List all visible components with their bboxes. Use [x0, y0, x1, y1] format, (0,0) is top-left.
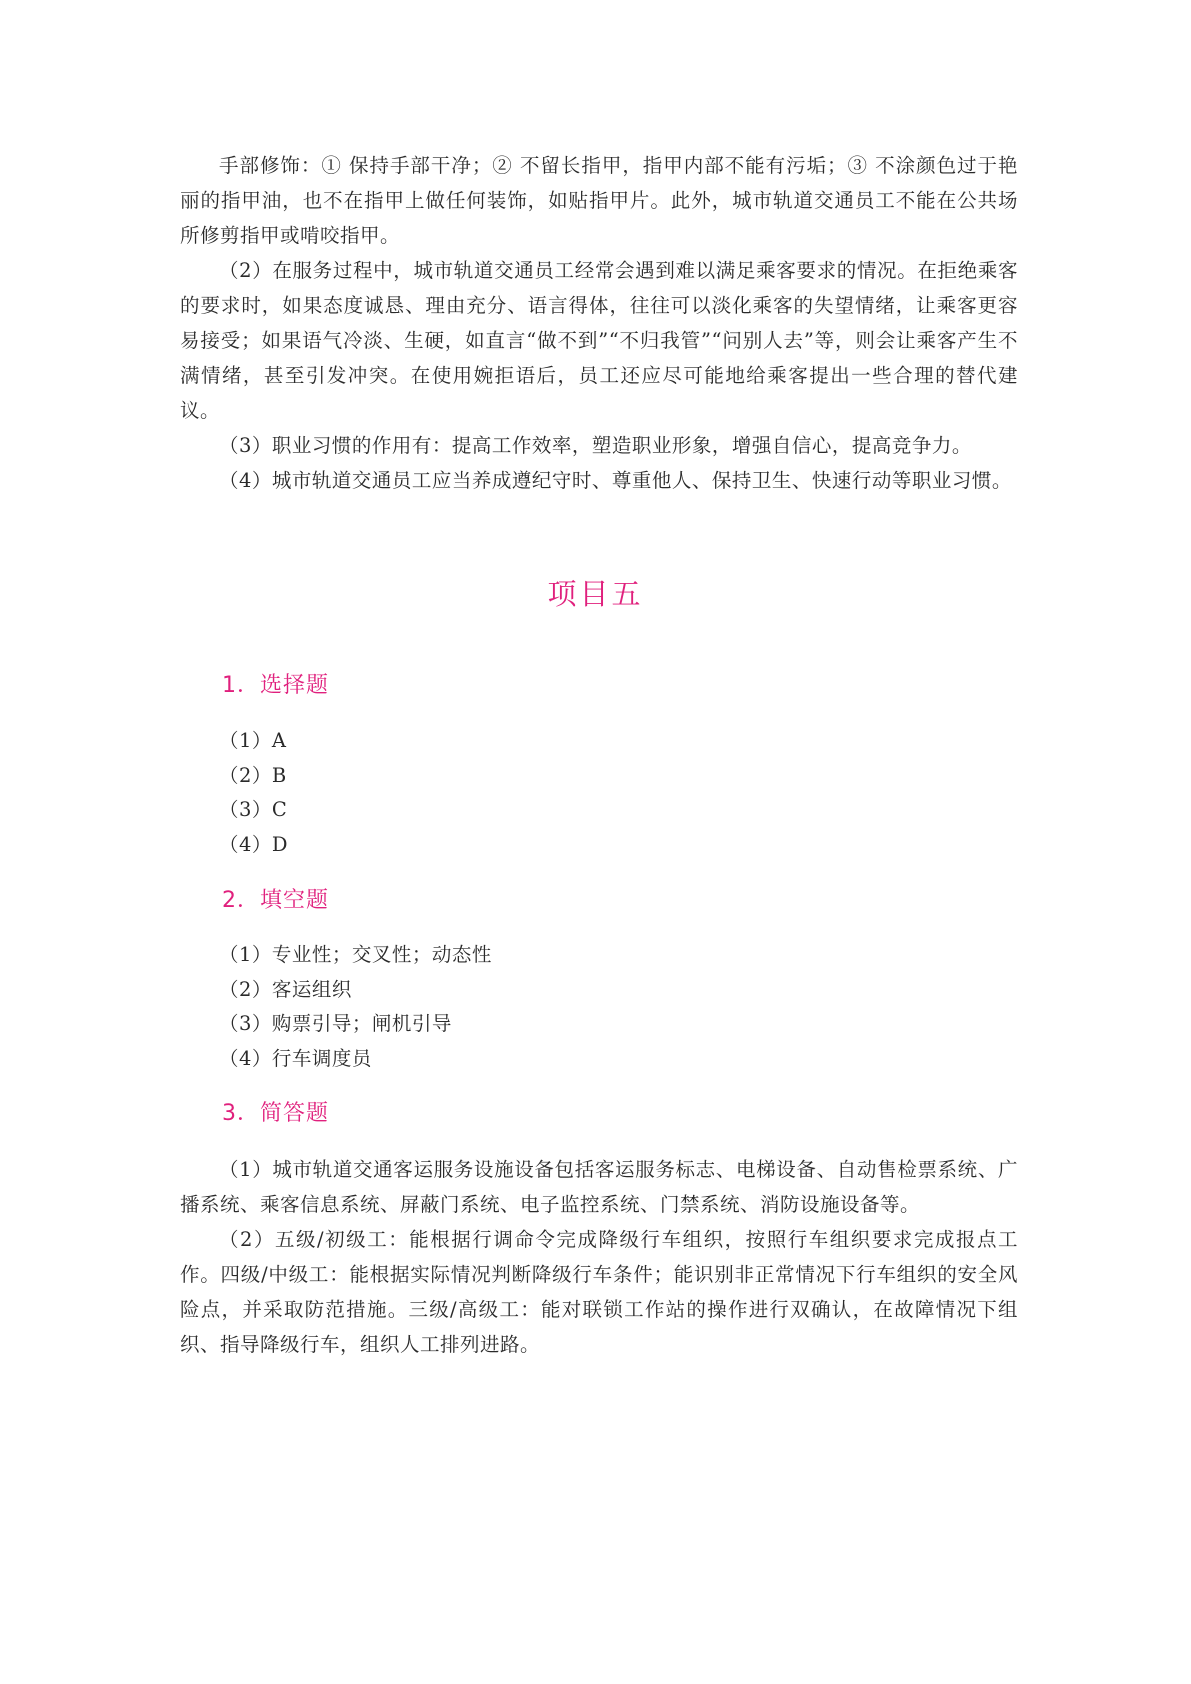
section-heading-short-answer: 3．简答题: [222, 1101, 329, 1126]
list-item: （1）专业性；交叉性；动态性: [219, 943, 492, 966]
short-answer-block: [180, 1152, 1018, 1362]
short-answer-paragraph: （1）城市轨道交通客运服务设施设备包括客运服务标志、电梯设备、自动售检票系统、广播系统、乘客信息系统、屏蔽门系统、电子监控系统、门禁系统、消防设施设备等。: [180, 1158, 1018, 1216]
paragraph-hand-grooming: 手部修饰：① 保持手部干净；② 不留长指甲，指甲内部不能有污垢；③ 不涂颜色过于艳丽的指甲油，也不在指甲上做任何装饰，如贴指甲片。此外，城市轨道交通员工不能在公共场所修剪指甲或啃咬指甲。: [180, 154, 1018, 247]
choice-answer-list: [180, 724, 288, 862]
list-item: （2）B: [219, 763, 287, 787]
list-item: （2）客运组织: [219, 977, 352, 1001]
list-item: （3）购票引导；闸机引导: [219, 1012, 452, 1035]
list-item: （1）A: [219, 729, 287, 752]
list-item: （4）D: [219, 832, 289, 856]
short-answer-paragraph: （2）五级/初级工：能根据行调命令完成降级行车组织，按照行车组织要求完成报点工作。四级/中级工：能根据实际情况判断降级行车条件；能识别非正常情况下行车组织的安全风险点，并采取防范措施。三级/高级工：能对联锁工作站的操作进行双确认，在故障情况下组织、指导降级行车，组织人工排列进路。: [180, 1228, 1018, 1356]
fill-blank-answer-list: [180, 938, 492, 1076]
paragraph-answer-4: （4）城市轨道交通员工应当养成遵纪守时、尊重他人、保持卫生、快速行动等职业习惯。: [219, 469, 1012, 492]
paragraph-answer-2: （2）在服务过程中，城市轨道交通员工经常会遇到难以满足乘客要求的情况。在拒绝乘客的要求时，如果态度诚恳、理由充分、语言得体，往往可以淡化乘客的失望情绪，让乘客更容易接受；如果语气冷淡、生硬，如直言“做不到”“不归我管”“问别人去”等，则会让乘客产生不满情绪，甚至引发冲突。在使用婉拒语后，员工还应尽可能地给乘客提出一些合理的替代建议。: [180, 259, 1018, 422]
paragraph-answer-3: （3）职业习惯的作用有：提高工作效率，塑造职业形象，增强自信心，提高竞争力。: [219, 434, 972, 457]
list-item: （3）C: [219, 798, 288, 821]
project-title: 项目五: [547, 577, 644, 611]
list-item: （4）行车调度员: [219, 1046, 372, 1070]
section-heading-choice: 1．选择题: [222, 673, 329, 698]
intro-text-block: [180, 148, 1018, 498]
section-heading-fill-blank: 2．填空题: [222, 888, 329, 913]
